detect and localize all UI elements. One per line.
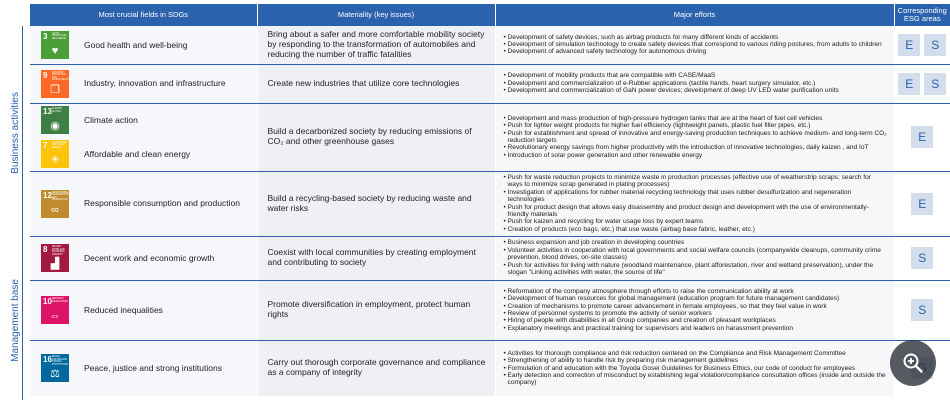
esg-cell	[894, 103, 950, 171]
header-efforts: Major efforts	[495, 4, 894, 26]
table-row	[30, 64, 950, 103]
list-item: • Development of safety devices, such as airbag products for many different kinds of accidents	[504, 34, 888, 41]
sdg-8-tile	[41, 244, 69, 272]
sdg-materiality-table	[30, 4, 950, 396]
sdg-number: 13	[43, 107, 52, 117]
sdg-icon-cell	[30, 26, 82, 64]
list-item: • Development and mass production of high-pressure hydrogen tanks that are at the heart of fuel cell vehicles	[504, 115, 888, 122]
section-label-business: Business activities	[9, 92, 21, 174]
sdg-number: 7	[43, 140, 48, 150]
esg-cell	[894, 280, 950, 340]
sdg-7-tile	[41, 140, 69, 168]
esg-badge: S	[924, 34, 946, 56]
equality-icon: ⇔	[49, 310, 61, 322]
efforts-list	[504, 72, 888, 94]
list-item: • Development of mobility products that are compatible with CASE/MaaS	[504, 72, 888, 79]
section-business-activities	[0, 26, 30, 240]
header-esg: Corresponding ESG areas	[894, 4, 950, 26]
list-item: • Hiring of people with disabilities in all Group companies and creation of pleasant workplaces	[504, 317, 888, 324]
list-item: • Reformation of the company atmosphere through efforts to raise the communication ability at work	[504, 288, 888, 295]
esg-badge: E	[911, 126, 933, 148]
section-management-base	[0, 240, 30, 400]
zoom-in-button[interactable]	[890, 340, 936, 386]
materiality-text: Bring about a safer and more comfortable mobility society by responding to the transformation of automobiles and reducing the number of traffic fatalities	[257, 26, 495, 64]
list-item: • Volunteer activities in cooperation with local governments and social welfare councils (companywide cleanups, community crime prevention, blood drives, on-site classes)	[504, 247, 888, 262]
sdg-9-tile	[41, 70, 74, 98]
efforts-cell	[495, 26, 894, 64]
sdg-3-tile	[41, 31, 69, 59]
sdg-number: 16	[43, 355, 52, 365]
sdg-title: DECENT WORK AND ECONOMIC GROWTH	[52, 246, 65, 256]
sdg-field-label: Industry, innovation and infrastructure	[82, 64, 257, 103]
sdg-field-label: Climate action	[82, 103, 257, 137]
section-label-management: Management base	[9, 278, 21, 362]
globe-eye-icon: ◉	[50, 120, 60, 133]
list-item: • Revolutionary energy savings from higher productivity with the introduction of innovative technologies, daily kaizen , and IoT	[504, 144, 888, 151]
sdg-icon-cell	[30, 137, 82, 171]
efforts-list	[504, 288, 888, 333]
sdg-title: AFFORDABLE AND CLEAN ENERGY	[52, 141, 68, 149]
sdg-10-tile	[41, 296, 69, 324]
sun-icon: ☀	[50, 153, 60, 166]
sdg-13-tile	[41, 106, 69, 134]
sdg-number: 12	[43, 190, 52, 200]
list-item: • Push for kaizen and recycling for water usage loss by expert teams	[504, 218, 888, 225]
sdg-icon-cell	[30, 340, 82, 396]
list-item: • Creation of products (eco bags, etc.) that use waste (airbag base fabric, leather, etc.)	[504, 226, 888, 233]
list-item: • Strengthening of ability to handle risk by preparing risk management guidelines	[504, 357, 888, 364]
sdg-field-label: Reduced inequalities	[82, 280, 257, 340]
esg-badge: E	[911, 193, 933, 215]
materiality-text: Create new industries that utilize core technologies	[257, 64, 495, 103]
sdg-title: INDUSTRY, INNOVATION AND INFRASTRUCTURE	[52, 71, 74, 82]
header-materiality: Materiality (key issues)	[257, 4, 495, 26]
sdg-number: 8	[43, 245, 48, 254]
efforts-list	[504, 34, 888, 56]
infinity-icon: ∞	[51, 203, 59, 216]
efforts-list	[504, 174, 888, 234]
esg-badge: S	[911, 299, 933, 321]
list-item: • Review of personnel systems to promote the activity of senior workers	[504, 310, 888, 317]
sdg-icon-cell	[30, 236, 82, 280]
list-item: • Explanatory meetings and practical training for supervisors and leaders on harassment prevention	[504, 325, 888, 332]
sdg-field-label: Affordable and clean energy	[82, 137, 257, 171]
efforts-cell	[495, 103, 894, 171]
esg-badge: E	[898, 73, 920, 95]
list-item: • Development and commercialization of GaN power devices; development of deep UV LED water purification units	[504, 87, 888, 94]
list-item: • Development of simulation technology to create safety devices that correspond to various riding postures, from adults to children	[504, 41, 888, 48]
section-divider	[22, 26, 23, 240]
sdg-field-label: Good health and well-being	[82, 26, 257, 64]
esg-badge: E	[898, 34, 920, 56]
list-item: • Business expansion and job creation in developing countries	[504, 239, 888, 246]
efforts-cell	[495, 64, 894, 103]
zoom-in-icon	[902, 352, 924, 374]
sdg-12-tile	[41, 190, 69, 218]
sdg-title: RESPONSIBLE CONSUMPTION AND PRODUCTION	[52, 191, 70, 202]
sdg-title: PEACE, JUSTICE AND STRONG INSTITUTIONS	[52, 356, 68, 366]
materiality-text: Build a decarbonized society by reducing emissions of CO₂ and other greenhouse gases	[257, 103, 495, 171]
sdg-title: GOOD HEALTH AND WELL-BEING	[52, 32, 67, 40]
table-row	[30, 26, 950, 64]
table-row	[30, 171, 950, 236]
sdg-title: REDUCED INEQUALITIES	[52, 298, 68, 303]
dove-icon: ⚖	[50, 368, 60, 381]
list-item: • Push for establishment and spread of innovative and energy-saving production techniques to achieve medium- and long-term CO₂ reduction targets	[504, 130, 888, 145]
table-row	[30, 340, 950, 396]
esg-cell	[894, 26, 950, 64]
sdg-number: 10	[43, 297, 52, 306]
table-row	[30, 280, 950, 340]
growth-chart-icon: ▟	[50, 258, 60, 270]
esg-badge: S	[924, 73, 946, 95]
list-item: • Investigation of applications for rubber material recycling technology that uses rubber desulfurization and regeneration technologies	[504, 189, 888, 204]
list-item: • Formulation of and education with the Toyoda Gosei Guidelines for Business Ethics, our code of conduct for employees	[504, 365, 888, 372]
efforts-cell	[495, 171, 894, 236]
list-item: • Development and commercialization of e-Rubber applications (tactile hands, heart surgery simulator, etc.)	[504, 80, 888, 87]
sdg-icon-cell	[30, 64, 82, 103]
efforts-cell	[495, 236, 894, 280]
sdg-icon-cell	[30, 171, 82, 236]
materiality-text: Carry out thorough corporate governance and compliance as a company of integrity	[257, 340, 495, 396]
list-item: • Push for product design that allows easy disassembly and product design and development with the use of environmentally-friendly materials	[504, 204, 888, 219]
sdg-field-label: Responsible consumption and production	[82, 171, 257, 236]
sdg-field-label: Peace, justice and strong institutions	[82, 340, 257, 396]
list-item: • Creation of mechanisms to promote career advancement in female employees, so that they feel value in work	[504, 303, 888, 310]
list-item: • Development of human resources for global management (education program for future management candidates)	[504, 295, 888, 302]
sdg-number: 3	[43, 31, 48, 41]
esg-cell	[894, 171, 950, 236]
sdg-16-tile	[41, 354, 69, 382]
efforts-list	[504, 239, 888, 276]
table-row	[30, 103, 950, 137]
sdg-number: 9	[43, 70, 48, 80]
list-item: • Push for waste reduction projects to minimize waste in production processes (effective use of weatherstrip scraps; search for ways to minimize scrap generated in plating processes)	[504, 174, 888, 189]
materiality-text: Promote diversification in employment, protect human rights	[257, 280, 495, 340]
list-item: • Push for lighter weight products for higher fuel efficiency (lightweight panels, plastic fuel filler pipes, etc.)	[504, 122, 888, 129]
esg-cell	[894, 236, 950, 280]
efforts-list	[504, 350, 888, 387]
table-row	[30, 236, 950, 280]
sdg-icon-cell	[30, 103, 82, 137]
cubes-icon: ❒	[50, 83, 60, 96]
materiality-text: Coexist with local communities by creating employment and contributing to society	[257, 236, 495, 280]
table-header-row	[30, 4, 950, 26]
list-item: • Activities for thorough compliance and risk reduction centered on the Compliance and Risk Management Committee	[504, 350, 888, 357]
list-item: • Push for activities for living with nature (woodland maintenance, plant afforestation, river and wetland preservation), under the slogan "Linking activities with water, the source of life"	[504, 262, 888, 277]
list-item: • Development of advanced safety technology for autonomous driving	[504, 48, 888, 55]
list-item: • Introduction of solar power generation and other renewable energy	[504, 152, 888, 159]
section-divider	[22, 240, 23, 400]
efforts-cell	[495, 280, 894, 340]
efforts-list	[504, 115, 888, 160]
sdg-icon-cell	[30, 280, 82, 340]
sdg-field-label: Decent work and economic growth	[82, 236, 257, 280]
heartbeat-icon: ♥	[51, 44, 59, 57]
sdg-title: CLIMATE ACTION	[52, 108, 62, 113]
header-fields: Most crucial fields in SDGs	[30, 4, 257, 26]
materiality-text: Build a recycling-based society by reducing waste and water risks	[257, 171, 495, 236]
list-item: • Early detection and correction of misconduct by establishing legal violation/compliance consultation offices (inside and outside the company)	[504, 372, 888, 387]
efforts-cell	[495, 340, 894, 396]
esg-badge: S	[911, 247, 933, 269]
esg-cell	[894, 64, 950, 103]
